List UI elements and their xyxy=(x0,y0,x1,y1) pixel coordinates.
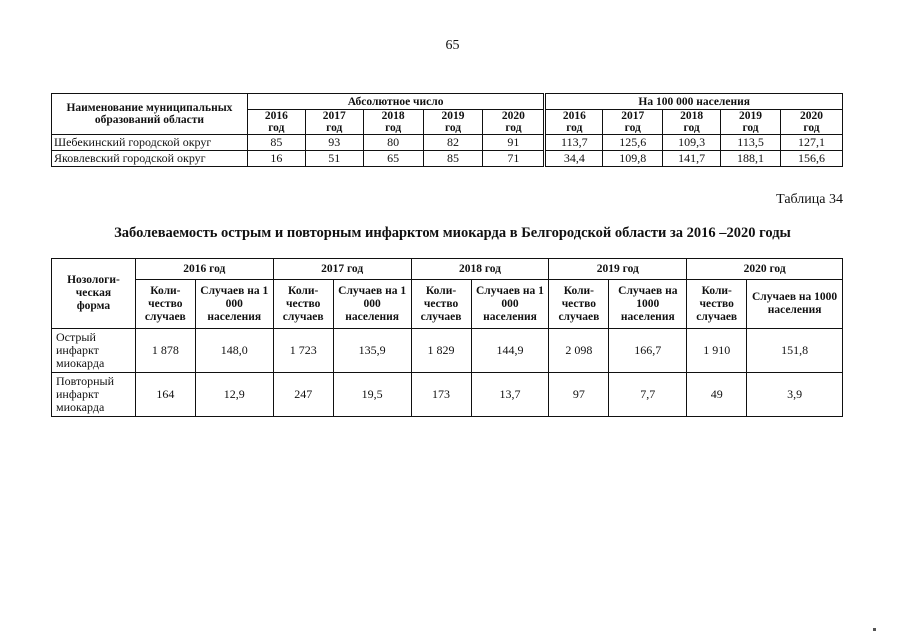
district-name: Яковлевский городской округ xyxy=(52,151,248,167)
table-cell: 16 xyxy=(247,151,305,167)
table-cell: 113,5 xyxy=(721,135,781,151)
table-cell: 1 723 xyxy=(273,329,333,373)
table-cell: 97 xyxy=(549,373,609,417)
myocardial-infarction-table xyxy=(51,258,843,417)
table-row xyxy=(52,135,843,151)
table-cell: 19,5 xyxy=(333,373,411,417)
header-absolute-number: Абсолютное число xyxy=(247,94,544,110)
header-year: 2019 год xyxy=(721,110,781,135)
header-count: Коли- чество случаев xyxy=(411,280,471,329)
header-year-group: 2017 год xyxy=(273,259,411,280)
nosological-form-name: Повторный инфаркт миокарда xyxy=(52,373,136,417)
nosological-form-name: Острый инфаркт миокарда xyxy=(52,329,136,373)
table-cell: 2 098 xyxy=(549,329,609,373)
header-year-group: 2019 год xyxy=(549,259,687,280)
table-cell: 166,7 xyxy=(609,329,687,373)
table-cell: 151,8 xyxy=(747,329,843,373)
header-year: 2018 год xyxy=(363,110,423,135)
table-cell: 91 xyxy=(483,135,545,151)
table-cell: 164 xyxy=(135,373,195,417)
table-cell: 109,8 xyxy=(603,151,663,167)
table-cell: 34,4 xyxy=(545,151,603,167)
header-year: 2016 год xyxy=(545,110,603,135)
table-cell: 1 878 xyxy=(135,329,195,373)
table-cell: 144,9 xyxy=(471,329,549,373)
table-cell: 71 xyxy=(483,151,545,167)
table-cell: 247 xyxy=(273,373,333,417)
header-year-group: 2020 год xyxy=(687,259,843,280)
header-year-group: 2016 год xyxy=(135,259,273,280)
table-cell: 82 xyxy=(423,135,483,151)
table-cell: 7,7 xyxy=(609,373,687,417)
header-rate: Случаев на 1 000 населения xyxy=(471,280,549,329)
scan-dot xyxy=(873,628,876,631)
table-cell: 125,6 xyxy=(603,135,663,151)
table-cell: 93 xyxy=(305,135,363,151)
header-count: Коли- чество случаев xyxy=(549,280,609,329)
table-cell: 3,9 xyxy=(747,373,843,417)
header-year-group: 2018 год xyxy=(411,259,549,280)
table-cell: 12,9 xyxy=(195,373,273,417)
header-rate: Случаев на 1 000 населения xyxy=(195,280,273,329)
table-cell: 141,7 xyxy=(663,151,721,167)
table-title: Заболеваемость острым и повторным инфарктом миокарда в Белгородской области за 2016 –2020 годы xyxy=(114,225,791,241)
table-cell: 65 xyxy=(363,151,423,167)
header-year: 2020 год xyxy=(483,110,545,135)
header-year: 2017 год xyxy=(305,110,363,135)
header-count: Коли- чество случаев xyxy=(687,280,747,329)
table-row xyxy=(52,151,843,167)
table-cell: 49 xyxy=(687,373,747,417)
header-year: 2018 год xyxy=(663,110,721,135)
table-cell: 188,1 xyxy=(721,151,781,167)
page-number: 65 xyxy=(445,38,460,53)
table-cell: 85 xyxy=(423,151,483,167)
header-rate: Случаев на 1000 населения xyxy=(609,280,687,329)
table-cell: 109,3 xyxy=(663,135,721,151)
table-row xyxy=(52,373,843,417)
table-cell: 148,0 xyxy=(195,329,273,373)
table-caption: Таблица 34 xyxy=(776,192,843,207)
table-cell: 127,1 xyxy=(781,135,843,151)
table-cell: 80 xyxy=(363,135,423,151)
table-cell: 13,7 xyxy=(471,373,549,417)
incidence-table-districts xyxy=(51,93,843,167)
header-year: 2017 год xyxy=(603,110,663,135)
header-rate: Случаев на 1 000 населения xyxy=(333,280,411,329)
table-cell: 173 xyxy=(411,373,471,417)
table-cell: 1 910 xyxy=(687,329,747,373)
table-cell: 135,9 xyxy=(333,329,411,373)
table-cell: 1 829 xyxy=(411,329,471,373)
header-count: Коли- чество случаев xyxy=(135,280,195,329)
table-row xyxy=(52,329,843,373)
header-rate: Случаев на 1000 населения xyxy=(747,280,843,329)
table-cell: 156,6 xyxy=(781,151,843,167)
header-nosological-form: Нозологи- ческая форма xyxy=(52,259,136,329)
table-cell: 85 xyxy=(247,135,305,151)
table-cell: 51 xyxy=(305,151,363,167)
header-per-100000: На 100 000 населения xyxy=(545,94,843,110)
header-year: 2019 год xyxy=(423,110,483,135)
table-cell: 113,7 xyxy=(545,135,603,151)
header-municipality-name: Наименование муниципальных образований области xyxy=(52,94,248,135)
district-name: Шебекинский городской округ xyxy=(52,135,248,151)
header-count: Коли- чество случаев xyxy=(273,280,333,329)
header-year: 2016 год xyxy=(247,110,305,135)
header-year: 2020 год xyxy=(781,110,843,135)
